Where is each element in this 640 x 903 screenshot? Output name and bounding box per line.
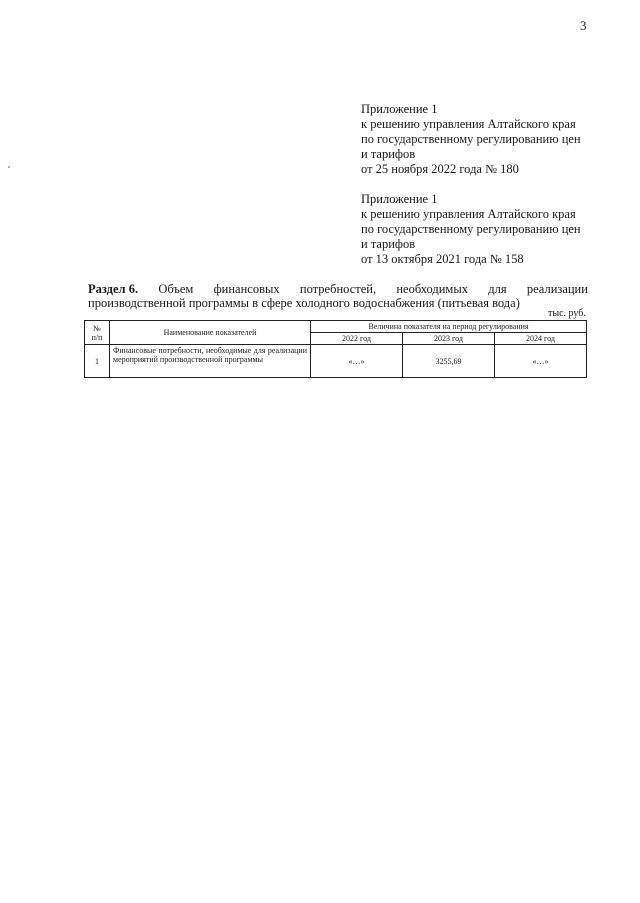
table-row [85,345,587,378]
appendix-previous-block [361,192,611,267]
appendix-line: к решению управления Алтайского края [361,207,576,221]
appendix-line: и тарифов [361,237,416,251]
appendix-current-block [361,102,611,177]
row-value: «…» [494,345,586,378]
section-heading-line2: производственной программы в сфере холодного водоснабжения (питьевая вода) [88,296,520,310]
appendix-line: и тарифов [361,147,416,161]
header-num-line: № [93,323,101,333]
header-year: 2023 год [402,333,494,345]
appendix-line: Приложение 1 [361,102,438,116]
page-number: 3 [580,18,587,33]
scan-speck [8,166,10,168]
header-year: 2022 год [311,333,403,345]
appendix-line: к решению управления Алтайского края [361,117,576,131]
units-label: тыс. руб. [548,308,586,319]
section-word: необходимых [396,282,468,296]
header-num-line: п/п [91,332,103,342]
section-word: для [488,282,507,296]
header-num [85,321,110,345]
appendix-line: по государственному регулированию цен [361,222,581,236]
financial-needs-table [84,320,587,378]
section-word: реализации [526,282,588,296]
row-name: Финансовые потребности, необходимые для реализации мероприятий производственной программы [110,345,311,378]
section-heading-line1 [88,282,588,296]
section-word: финансовых [213,282,280,296]
table-header-row [85,321,587,333]
section-word: потребностей, [299,282,377,296]
section-label: Раздел 6. [88,282,139,296]
appendix-line: от 25 ноября 2022 года № 180 [361,162,519,176]
section-word: Объем [158,282,194,296]
appendix-line: Приложение 1 [361,192,438,206]
appendix-line: от 13 октября 2021 года № 158 [361,252,524,266]
row-value: 3255,69 [402,345,494,378]
row-value: «…» [311,345,403,378]
appendix-line: по государственному регулированию цен [361,132,581,146]
header-period: Величина показателя на период регулирования [311,321,587,333]
section-heading [88,282,588,310]
row-num: 1 [85,345,110,378]
header-name: Наименование показателей [110,321,311,345]
header-year: 2024 год [494,333,586,345]
